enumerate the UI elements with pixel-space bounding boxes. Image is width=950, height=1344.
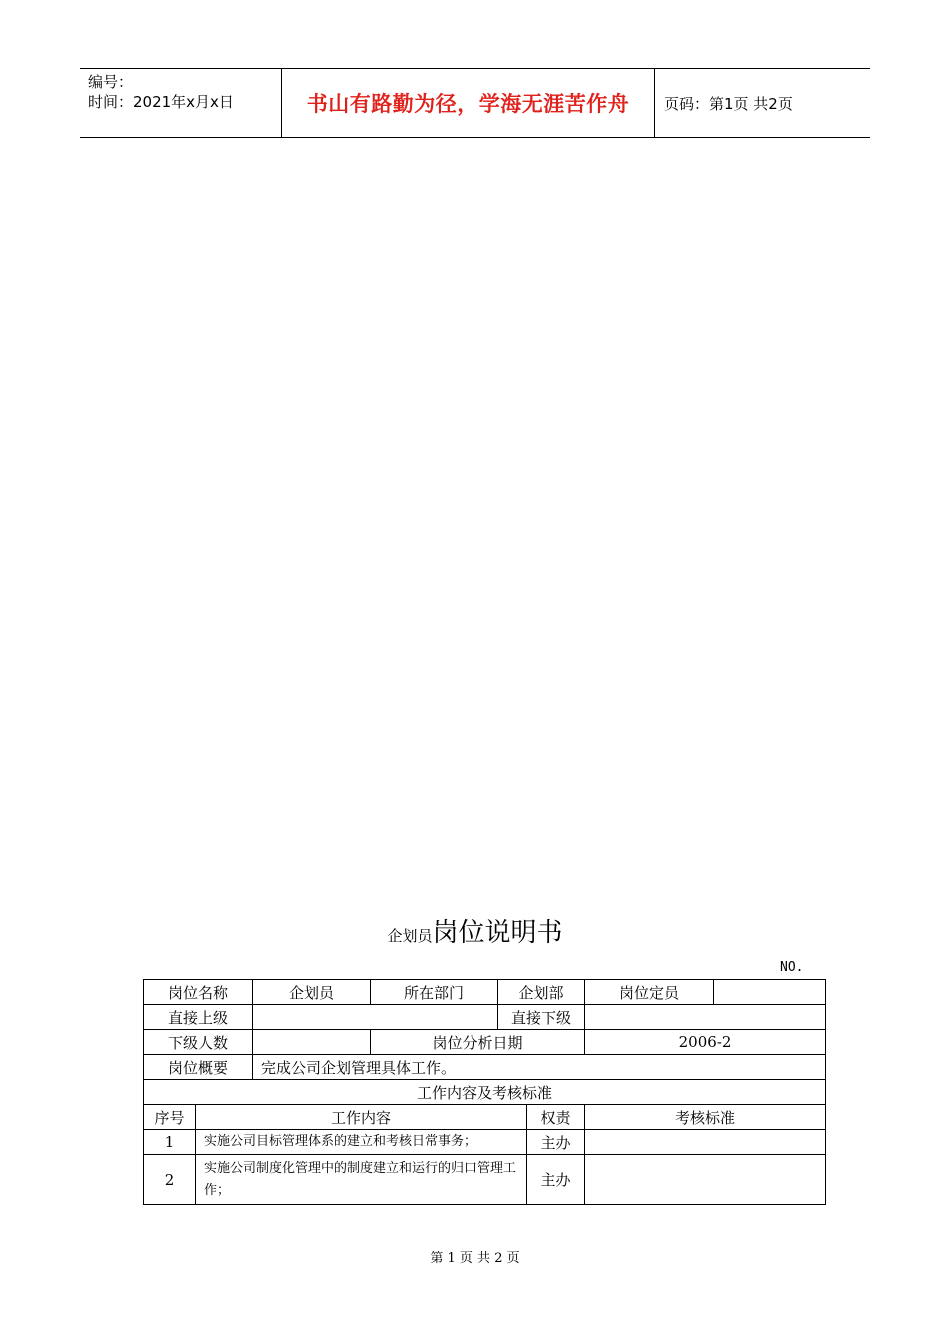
job-description-table [143, 979, 826, 1205]
position-name: 企划员 [387, 927, 433, 945]
table-cell [585, 1155, 826, 1205]
table-header-row [144, 1105, 826, 1130]
section-title: 工作内容及考核标准 [144, 1080, 826, 1105]
table-cell: 主办 [527, 1130, 585, 1155]
table-cell: 岗位名称 [144, 980, 253, 1005]
table-cell [585, 1005, 826, 1030]
table-cell: 岗位分析日期 [371, 1030, 585, 1055]
header-page-info: 页码：第1页 共2页 [664, 94, 793, 113]
table-cell: 下级人数 [144, 1030, 253, 1055]
table-cell: 岗位定员 [585, 980, 714, 1005]
column-header: 序号 [144, 1105, 196, 1130]
table-cell: 实施公司目标管理体系的建立和考核日常事务； [196, 1130, 527, 1155]
table-cell [253, 1030, 371, 1055]
table-cell: 2 [144, 1155, 196, 1205]
table-row [144, 1130, 826, 1155]
table-cell: 主办 [527, 1155, 585, 1205]
table-cell [714, 980, 826, 1005]
header-meta [80, 69, 281, 137]
table-cell: 2006-2 [585, 1030, 826, 1055]
header-number-label: 编号： [88, 73, 134, 91]
table-cell: 直接上级 [144, 1005, 253, 1030]
column-header: 工作内容 [196, 1105, 527, 1130]
header-motto: 书山有路勤为径，学海无涯苦作舟 [281, 69, 655, 137]
table-cell [253, 1005, 498, 1030]
table-cell: 实施公司制度化管理中的制度建立和运行的归口管理工作； [196, 1155, 527, 1205]
table-cell: 完成公司企划管理具体工作。 [253, 1055, 826, 1080]
column-header: 考核标准 [585, 1105, 826, 1130]
table-row [144, 1030, 826, 1055]
table-cell: 企划员 [253, 980, 371, 1005]
table-cell: 1 [144, 1130, 196, 1155]
table-row [144, 980, 826, 1005]
table-row [144, 1055, 826, 1080]
table-cell: 直接下级 [498, 1005, 585, 1030]
document-title [0, 912, 950, 949]
column-header: 权责 [527, 1105, 585, 1130]
header-time-label: 时间：2021年x月x日 [88, 93, 234, 111]
table-row [144, 1080, 826, 1105]
table-cell: 岗位概要 [144, 1055, 253, 1080]
table-cell [585, 1130, 826, 1155]
table-cell: 所在部门 [371, 980, 498, 1005]
doc-name: 岗位说明书 [432, 918, 563, 948]
doc-number-label: NO. [780, 960, 804, 975]
page-footer: 第 1 页 共 2 页 [430, 1251, 520, 1266]
page-header [80, 68, 870, 138]
table-cell: 企划部 [498, 980, 585, 1005]
table-row [144, 1155, 826, 1205]
table-row [144, 1005, 826, 1030]
